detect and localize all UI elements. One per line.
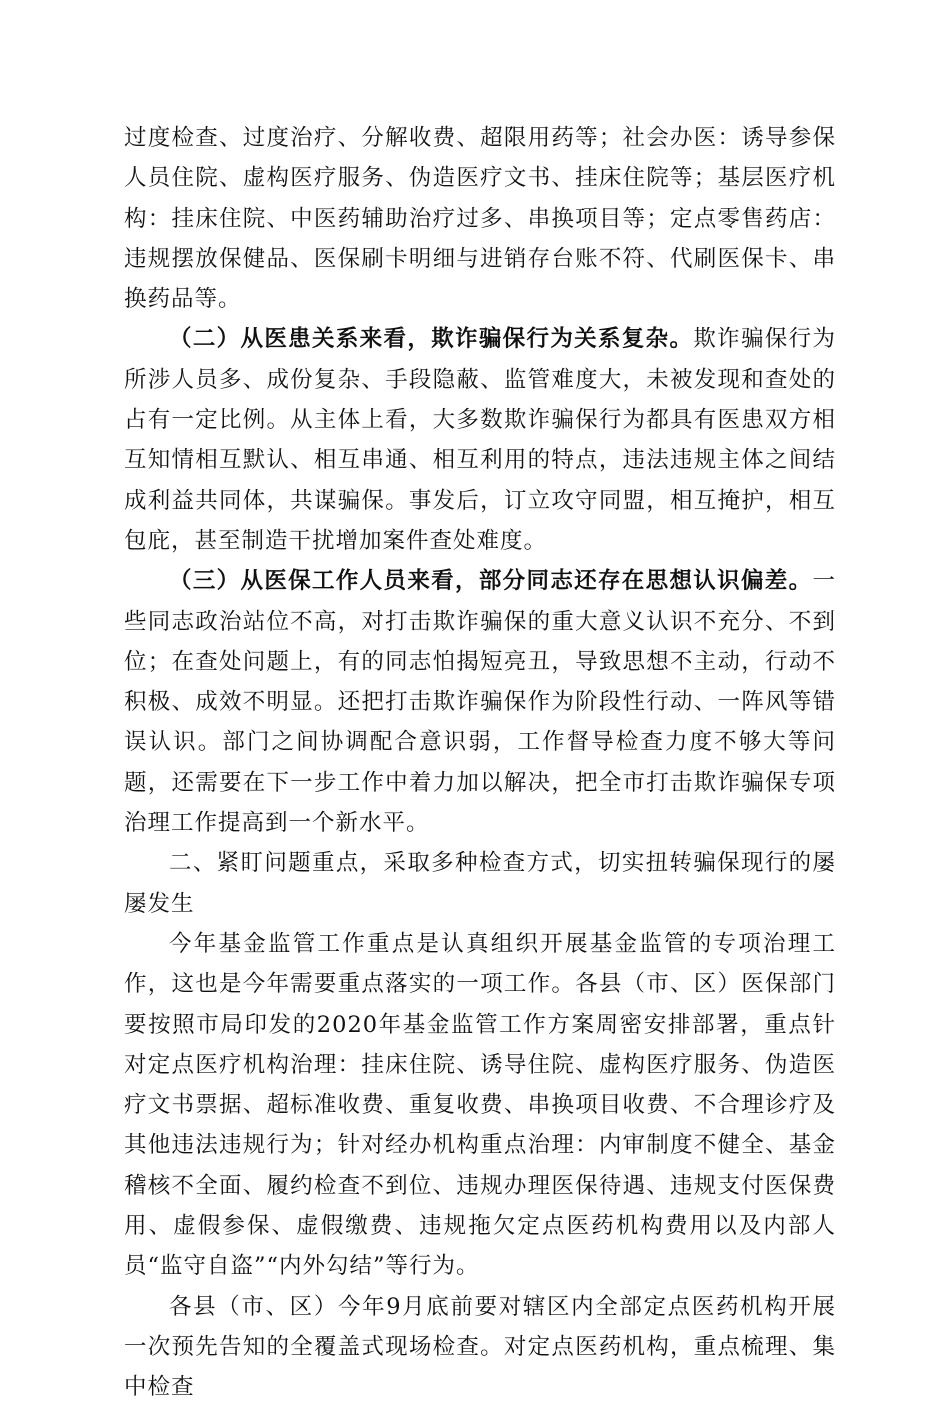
section-heading-text: 二、紧盯问题重点，采取多种检查方式，切实扭转骗保现行的屡屡发生 — [124, 850, 836, 917]
paragraph-doctor-patient-relations — [124, 319, 836, 561]
paragraph-text: 一些同志政治站位不高，对打击欺诈骗保的重大意义认识不充分、不到位；在查处问题上，有的同志怕揭短亮丑，导致思想不主动，行动不积极、成效不明显。还把打击欺诈骗保作为阶段性行动、一阵风等错误认识。部门之间协调配合意识弱，工作督导检查力度不够大等问题，还需要在下一步工作中着力加以解决，把全市打击欺诈骗保专项治理工作提高到一个新水平。 — [124, 568, 836, 837]
paragraph-continuation — [124, 118, 836, 319]
document-body — [124, 118, 836, 1408]
section-heading-two — [124, 843, 836, 924]
paragraph-heading-bold: （三）从医保工作人员来看，部分同志还存在思想认识偏差。 — [169, 568, 813, 595]
paragraph-heading-bold: （二）从医患关系来看，欺诈骗保行为关系复杂。 — [169, 326, 694, 353]
paragraph-staff-awareness — [124, 561, 836, 843]
paragraph-site-inspection — [124, 1287, 836, 1408]
paragraph-text: 过度检查、过度治疗、分解收费、超限用药等；社会办医：诱导参保人员住院、虚构医疗服务、伪造医疗文书、挂床住院等；基层医疗机构：挂床住院、中医药辅助治疗过多、串换项目等；定点零售药店：违规摆放保健品、医保刷卡明细与进销存台账不符、代刷医保卡、串换药品等。 — [124, 125, 836, 313]
paragraph-text: 欺诈骗保行为所涉人员多、成份复杂、手段隐蔽、监管难度大，未被发现和查处的占有一定比例。从主体上看，大多数欺诈骗保行为都具有医患双方相互知情相互默认、相互串通、相互利用的特点，违法违规主体之间结成利益共同体，共谋骗保。事发后，订立攻守同盟，相互掩护，相互包庇，甚至制造干扰增加案件查处难度。 — [124, 326, 836, 554]
paragraph-text: 今年基金监管工作重点是认真组织开展基金监管的专项治理工作，这也是今年需要重点落实的一项工作。各县（市、区）医保部门要按照市局印发的2020年基金监管工作方案周密安排部署，重点针对定点医疗机构治理：挂床住院、诱导住院、虚构医疗服务、伪造医疗文书票据、超标准收费、重复收费、串换项目收费、不合理诊疗及其他违法违规行为；针对经办机构重点治理：内审制度不健全、基金稽核不全面、履约检查不到位、违规办理医保待遇、违规支付医保费用、虚假参保、虚假缴费、违规拖欠定点医药机构费用以及内部人员“监守自盗”“内外勾结”等行为。 — [124, 930, 836, 1280]
paragraph-fund-supervision — [124, 924, 836, 1287]
paragraph-text: 各县（市、区）今年9月底前要对辖区内全部定点医药机构开展一次预先告知的全覆盖式现场检查。对定点医药机构，重点梳理、集中检查 — [124, 1293, 836, 1401]
